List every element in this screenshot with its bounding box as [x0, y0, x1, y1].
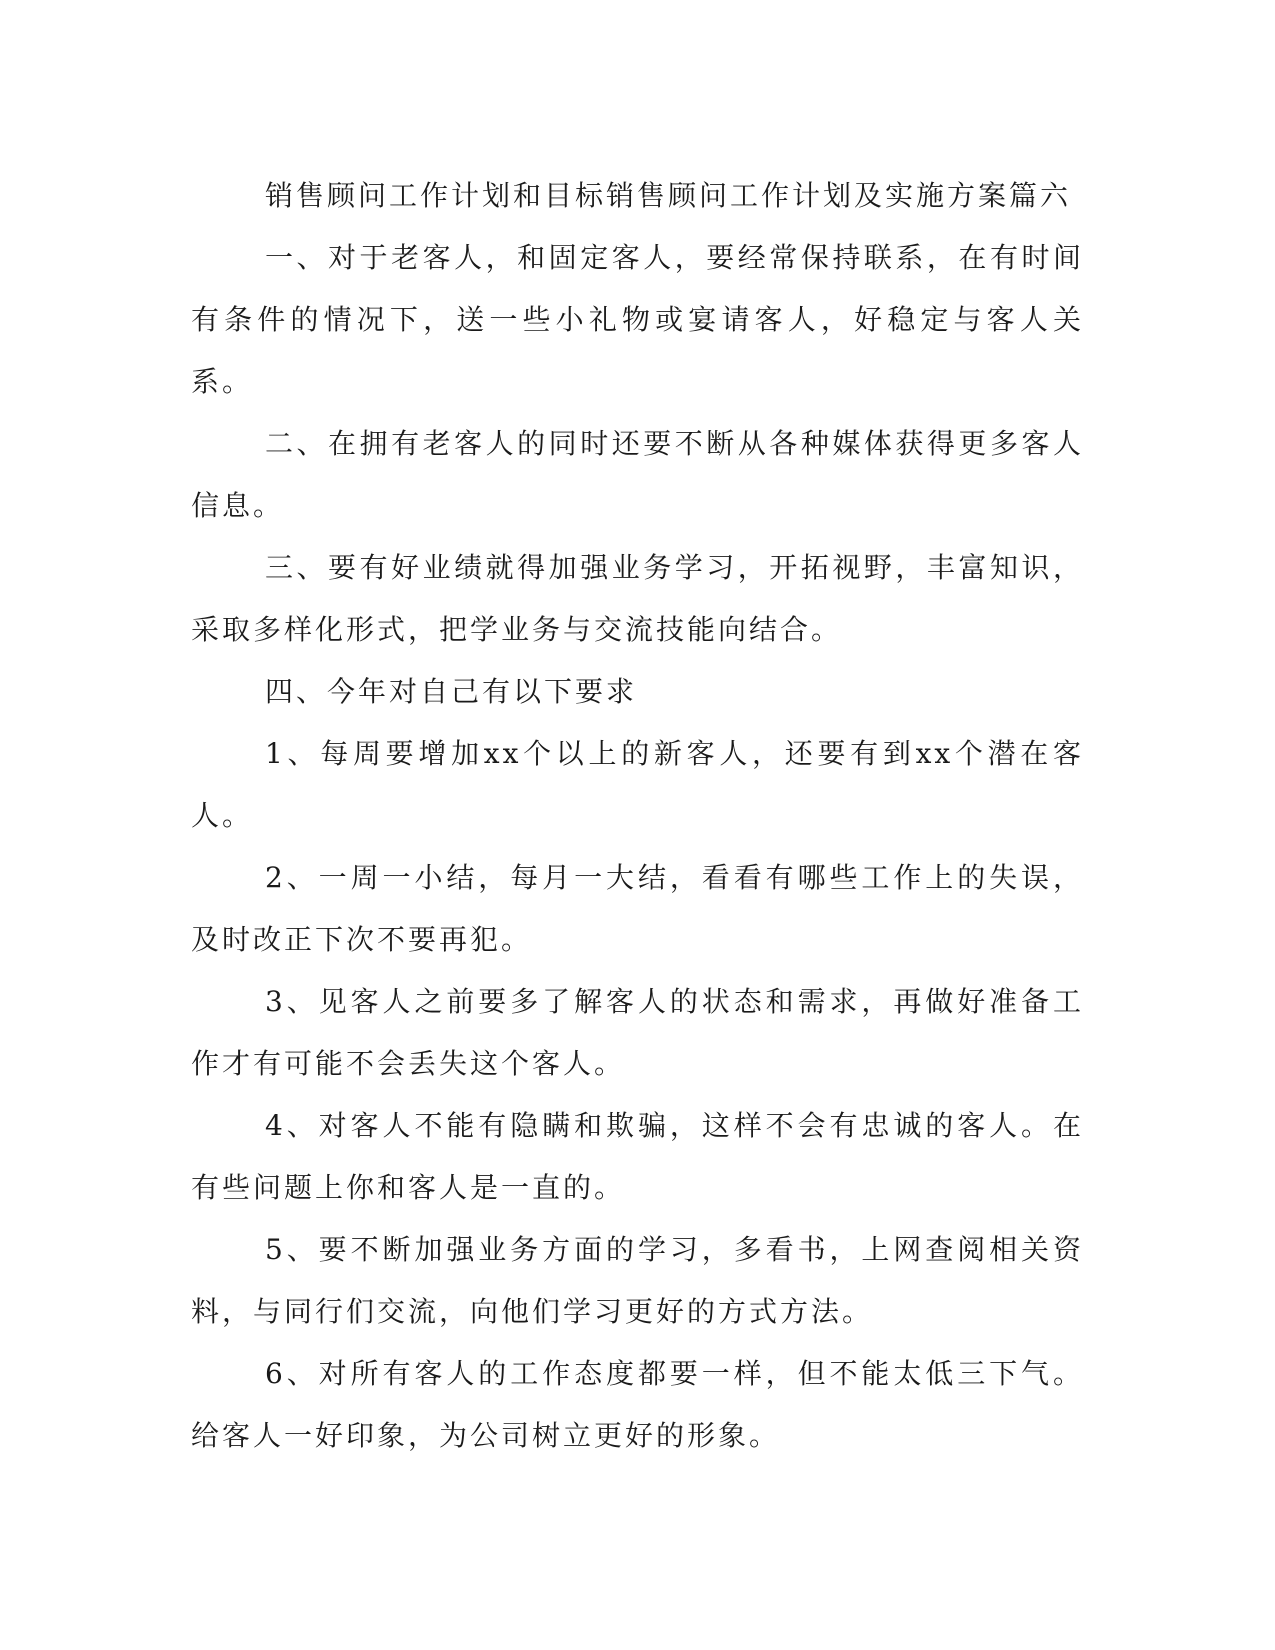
document-body — [191, 165, 1084, 1467]
paragraph-4: 四、今年对自己有以下要求 — [265, 675, 638, 708]
list-item-6: 6、对所有客人的工作态度都要一样，但不能太低三下气。给客人一好印象，为公司树立更好的形象。 — [191, 1357, 1084, 1452]
paragraph-2: 二、在拥有老客人的同时还要不断从各种媒体获得更多客人信息。 — [191, 427, 1084, 522]
paragraph-3: 三、要有好业绩就得加强业务学习，开拓视野，丰富知识，采取多样化形式，把学业务与交流技能向结合。 — [191, 551, 1084, 646]
list-item-1: 1、每周要增加xx个以上的新客人，还要有到xx个潜在客人。 — [191, 737, 1084, 832]
list-item-4: 4、对客人不能有隐瞒和欺骗，这样不会有忠诚的客人。在有些问题上你和客人是一直的。 — [191, 1109, 1084, 1204]
list-item-2: 2、一周一小结，每月一大结，看看有哪些工作上的失误，及时改正下次不要再犯。 — [191, 861, 1084, 956]
paragraph-1: 一、对于老客人，和固定客人，要经常保持联系，在有时间有条件的情况下，送一些小礼物或宴请客人，好稳定与客人关系。 — [191, 241, 1084, 398]
document-title: 销售顾问工作计划和目标销售顾问工作计划及实施方案篇六 — [265, 179, 1072, 212]
list-item-5: 5、要不断加强业务方面的学习，多看书，上网查阅相关资料，与同行们交流，向他们学习更好的方式方法。 — [191, 1233, 1084, 1328]
list-item-3: 3、见客人之前要多了解客人的状态和需求，再做好准备工作才有可能不会丢失这个客人。 — [191, 985, 1084, 1080]
